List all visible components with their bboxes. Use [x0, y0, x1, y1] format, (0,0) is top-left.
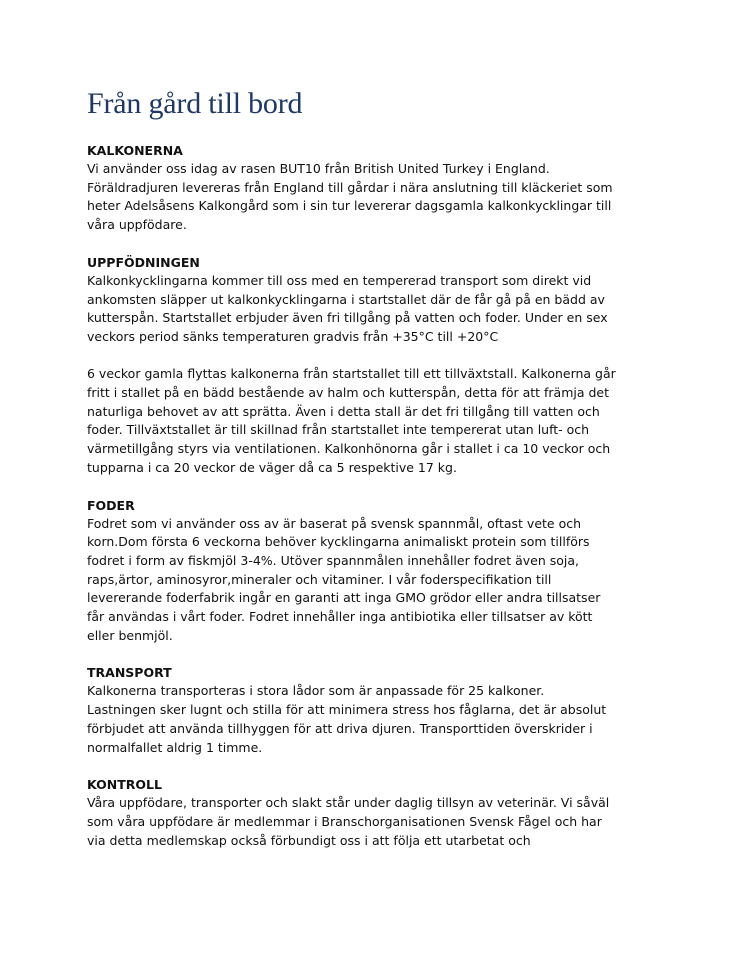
text-line: fritt i stallet på en bädd bestående av halm och kutterspån, detta för att främja det: [87, 385, 610, 401]
document-title: Från gård till bord: [87, 87, 303, 120]
text-line: värmetillgång styrs via ventilationen. Kalkonhönorna går i stallet i ca 10 veckor och: [87, 441, 611, 457]
section-heading: FODER: [87, 497, 135, 513]
text-line: normalfallet aldrig 1 timme.: [87, 739, 263, 755]
section-transport: [87, 664, 677, 757]
text-line: korn.Dom första 6 veckorna behöver kycklingarna animaliskt protein som tillförs: [87, 534, 590, 550]
paragraph: [87, 682, 677, 757]
text-line: ankomsten släpper ut kalkonkycklingarna i startstallet där de får gå på en bädd av: [87, 291, 605, 307]
paragraph: [87, 794, 677, 850]
text-line: Kalkonerna transporteras i stora lådor som är anpassade för 25 kalkoner.: [87, 683, 545, 699]
text-line: Kalkonkycklingarna kommer till oss med en tempererad transport som direkt vid: [87, 272, 592, 288]
section-heading: UPPFÖDNINGEN: [87, 254, 200, 270]
text-line: eller benmjöl.: [87, 627, 173, 643]
section-kalkonerna: [87, 142, 677, 235]
text-line: som våra uppfödare är medlemmar i Branschorganisationen Svensk Fågel och har: [87, 813, 602, 829]
text-line: våra uppfödare.: [87, 217, 187, 233]
text-line: fodret i form av fiskmjöl 3-4%. Utöver spannmålen innehåller fodret även soja,: [87, 552, 580, 568]
text-line: tupparna i ca 20 veckor de väger då ca 5 respektive 17 kg.: [87, 459, 457, 475]
text-line: veckors period sänks temperaturen gradvis från +35°C till +20°C: [87, 328, 499, 344]
document-body: [87, 142, 677, 850]
text-line: Vi använder oss idag av rasen BUT10 från British United Turkey i England.: [87, 161, 550, 176]
text-line: får användas i vårt foder. Fodret innehåller inga antibiotika eller tillsatser av kött: [87, 609, 593, 625]
text-line: Fodret som vi använder oss av är baserat på svensk spannmål, oftast vete och: [87, 515, 582, 531]
section-kontroll: [87, 776, 677, 850]
text-line: förbjudet att använda tillhyggen för att driva djuren. Transporttiden överskrider i: [87, 720, 593, 736]
section-heading: KALKONERNA: [87, 143, 183, 158]
text-line: Lastningen sker lugnt och stilla för att minimera stress hos fåglarna, det är absolut: [87, 702, 607, 718]
text-line: kutterspån. Startstallet erbjuder även fri tillgång på vatten och foder. Under en sex: [87, 310, 608, 326]
section-uppfödningen: [87, 254, 677, 478]
document-page: [87, 84, 677, 869]
text-line: levererande foderfabrik ingår en garanti att inga GMO grödor eller andra tillsatser: [87, 590, 601, 606]
section-heading: TRANSPORT: [87, 665, 172, 681]
text-line: 6 veckor gamla flyttas kalkonerna från startstallet till ett tillväxtstall. Kalkonerna går: [87, 366, 616, 382]
text-line: raps,ärtor, aminosyror,mineraler och vitaminer. I vår foderspecifikation till: [87, 571, 552, 587]
paragraph: [87, 365, 677, 477]
text-line: via detta medlemskap också förbundigt oss i att följa ett utarbetat och: [87, 832, 531, 848]
section-heading: KONTROLL: [87, 777, 162, 793]
paragraph: [87, 160, 677, 235]
text-line: Våra uppfödare, transporter och slakt står under daglig tillsyn av veterinär. Vi såväl: [87, 795, 610, 811]
text-line: naturliga behovet av att sprätta. Även i detta stall är det fri tillgång till vatten och: [87, 403, 600, 419]
text-line: Föräldradjuren levereras från England till gårdar i nära anslutning till kläckeriet som: [87, 179, 613, 195]
text-line: foder. Tillväxtstallet är till skillnad från startstallet inte tempererat utan luft- och: [87, 422, 590, 438]
paragraph: [87, 272, 677, 347]
paragraph: [87, 515, 677, 646]
section-foder: [87, 497, 677, 646]
text-line: heter Adelsåsens Kalkongård som i sin tur levererar dagsgamla kalkonkycklingar till: [87, 198, 612, 214]
